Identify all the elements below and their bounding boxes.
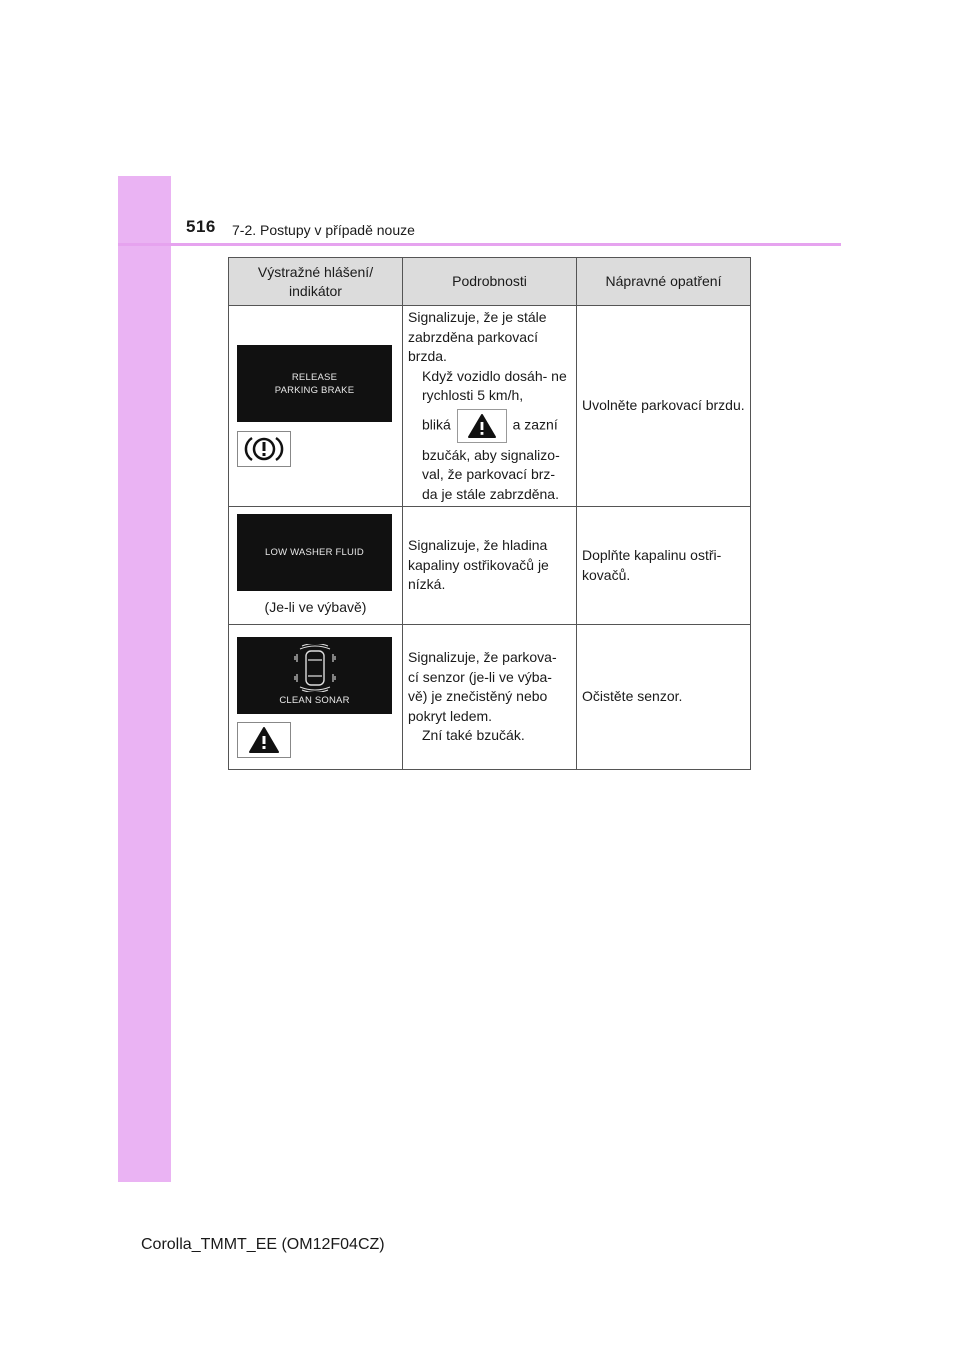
details-blink-line bbox=[408, 409, 571, 443]
details-blink-label: bliká bbox=[422, 416, 451, 433]
page-number: 516 bbox=[186, 217, 216, 236]
table-header-row bbox=[229, 258, 751, 306]
display-release-parking-brake bbox=[237, 345, 392, 422]
header-divider bbox=[118, 243, 841, 246]
display-clean-sonar bbox=[237, 637, 392, 714]
column-header-details: Podrobnosti bbox=[403, 258, 577, 306]
side-tab-bar bbox=[118, 176, 171, 1182]
circle-exclamation-icon bbox=[237, 431, 291, 467]
indicator-cell bbox=[229, 507, 403, 625]
warning-table bbox=[228, 257, 751, 770]
section-title: 7-2. Postupy v případě nouze bbox=[232, 222, 415, 238]
indicator-cell bbox=[229, 306, 403, 507]
action-cell: Doplňte kapalinu ostři- kovačů. bbox=[577, 507, 751, 625]
display-low-washer-fluid bbox=[237, 514, 392, 591]
table-row bbox=[229, 507, 751, 625]
details-and-label: a zazní bbox=[512, 416, 558, 433]
option-caption: (Je-li ve výbavě) bbox=[264, 598, 367, 615]
details-subtext: Zní také bzučák. bbox=[422, 727, 525, 744]
column-header-indicator: Výstražné hlášení/ indikátor bbox=[229, 258, 403, 306]
car-sonar-icon bbox=[293, 644, 337, 692]
warning-triangle-icon bbox=[457, 409, 507, 443]
display-line: CLEAN SONAR bbox=[279, 694, 350, 706]
footer-model-code: Corolla_TMMT_EE (OM12F04CZ) bbox=[141, 1236, 385, 1253]
warning-triangle-icon bbox=[237, 722, 291, 758]
column-header-action: Nápravné opatření bbox=[577, 258, 751, 306]
action-cell: Uvolněte parkovací brzdu. bbox=[577, 306, 751, 507]
display-line: LOW WASHER FLUID bbox=[265, 546, 364, 558]
details-text: Signalizuje, že parkova- cí senzor (je-li ve výba- vě) je znečistěný nebo pokryt ledem. bbox=[408, 649, 557, 724]
details-subtext: Když vozidlo dosáh- ne rychlosti 5 km/h, bbox=[422, 367, 567, 403]
indicator-cell bbox=[229, 625, 403, 770]
details-text: Signalizuje, že je stále zabrzděna parkovací brzda. bbox=[408, 309, 547, 364]
table-row bbox=[229, 625, 751, 770]
details-cell bbox=[403, 625, 577, 770]
table-row bbox=[229, 306, 751, 507]
details-subtext: bzučák, aby signalizo- val, že parkovací brz- da je stále zabrzděna. bbox=[422, 446, 560, 502]
display-line: PARKING BRAKE bbox=[274, 384, 355, 396]
display-line: RELEASE bbox=[291, 371, 338, 383]
details-cell bbox=[403, 306, 577, 507]
action-cell: Očistěte senzor. bbox=[577, 625, 751, 770]
details-cell: Signalizuje, že hladina kapaliny ostřikovačů je nízká. bbox=[403, 507, 577, 625]
